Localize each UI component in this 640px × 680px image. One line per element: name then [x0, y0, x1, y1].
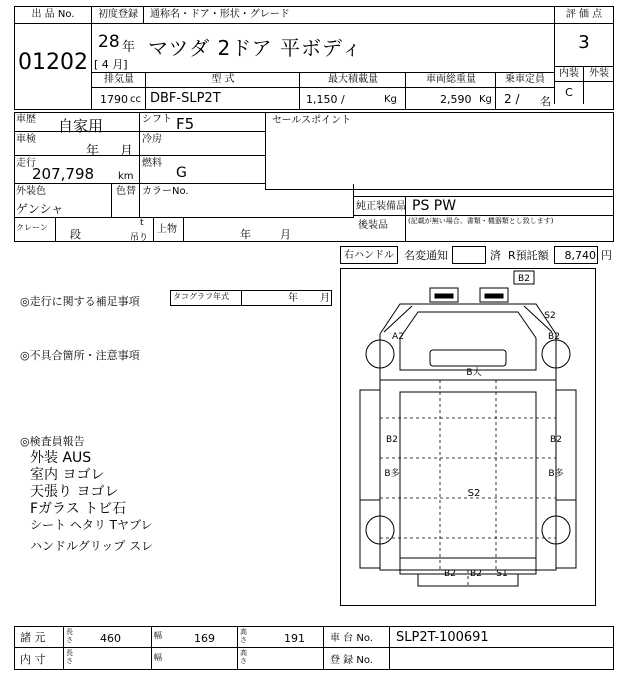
model-name: マツダ 2ドア 平ボディ [148, 36, 363, 60]
mark-left-side-upper: B2 [386, 435, 398, 445]
score-label: 評 価 点 [565, 9, 603, 20]
aftermarket-label: 後装品 [358, 220, 388, 231]
recycle-fee-value: 8,740 [564, 249, 596, 262]
inner-length-label: 長さ [66, 649, 73, 665]
max-load-value: 1,150 / [306, 93, 345, 106]
genuine-equip-label: 純正装備品 [356, 201, 406, 212]
inspection-label: 車検 [16, 134, 36, 145]
mark-right-side-upper: B2 [550, 435, 562, 445]
crane-t: t [140, 218, 144, 228]
cab-roof-window [430, 350, 506, 366]
tacho-month-unit: 月 [320, 293, 330, 304]
selling-points-label: セールスポイント [272, 115, 352, 126]
mark-bed-center: B大 [466, 368, 482, 378]
capacity-unit: 名 [540, 95, 551, 108]
deck-label: 上物 [157, 224, 177, 235]
inspector-line-1: 外装 AUS [30, 450, 92, 466]
mark-right-fender: B2 [548, 332, 560, 342]
inspector-label: ◎検査員報告 [20, 435, 85, 448]
inspection-year-unit: 年 [86, 144, 100, 159]
gross-weight-unit: Kg [479, 94, 492, 105]
mileage-unit: km [118, 171, 134, 182]
shift-label: シフト [142, 114, 172, 125]
score-value: 3 [578, 32, 590, 53]
name-change-label: 名変通知 [404, 249, 448, 262]
crane-dan: 段 [70, 228, 81, 241]
interior-label: 内装 [559, 68, 579, 79]
defects-label: ◎不具合箇所・注意事項 [20, 349, 140, 362]
inspector-line-3: 天張り ヨゴレ [30, 484, 119, 500]
model-code-value: DBF-SLP2T [150, 91, 221, 106]
chassis-label: 車 台 No. [330, 633, 373, 644]
displacement-unit: cc [130, 94, 141, 105]
mark-right-side-lower: B多 [548, 469, 564, 479]
length-label: 長さ [66, 628, 73, 644]
fuel-label: 燃料 [142, 158, 162, 169]
footer-height-col [238, 626, 324, 670]
mark-tail-2: B2 [470, 569, 482, 579]
lot-label: 出 品 No. [31, 9, 75, 20]
inner-width-label: 幅 [154, 653, 162, 662]
model-code-label: 型 式 [211, 74, 235, 85]
color-code-label: カラーNo. [142, 186, 189, 197]
truck-diagram [340, 268, 596, 606]
ext-color-value: ゲンシャ [16, 202, 64, 216]
first-reg-label: 初度登録 [98, 9, 138, 20]
recycle-fee-label: R預託額 [508, 249, 549, 262]
recycle-done-label: 済 [490, 249, 501, 262]
inspector-line-2: 室内 ヨゴレ [30, 467, 105, 483]
width-value: 169 [194, 632, 215, 645]
deck-year-unit: 年 [240, 228, 251, 241]
mark-front-right: S2 [544, 311, 556, 321]
inspector-line-4: Fガラス トビ石 [30, 501, 127, 517]
first-reg-year: 28 [98, 32, 120, 52]
genuine-equip-value: PS PW [412, 198, 457, 214]
max-load-label: 最大積載量 [328, 74, 378, 85]
mileage-value: 207,798 [32, 165, 95, 183]
interior-grade: C [565, 86, 573, 99]
ac-label: 冷房 [142, 134, 162, 145]
displacement-value: 1790 [100, 93, 128, 106]
mark-top: B2 [518, 274, 530, 284]
history-label: 車歴 [16, 114, 36, 125]
gross-weight-label: 車両総重量 [426, 74, 476, 85]
inner-label: 内 寸 [20, 653, 46, 666]
length-value: 460 [100, 632, 121, 645]
selling-points-box [266, 112, 614, 190]
model-label: 通称名・ドア・形状・グレード [150, 9, 290, 20]
recycle-unit: 円 [601, 249, 612, 262]
rhd-label: 右ハンドル [344, 250, 394, 261]
mark-left-side-lower: B多 [384, 469, 400, 479]
history-value: 自家用 [58, 117, 104, 135]
mark-front-left: A2 [392, 332, 404, 342]
tacho-label: タコグラフ年式 [173, 292, 229, 301]
dims-label: 諸 元 [20, 631, 46, 644]
capacity-value: 2 / [504, 92, 520, 106]
first-reg-month: [ 4 月] [94, 58, 128, 71]
width-label: 幅 [154, 631, 162, 640]
fuel-value: G [176, 165, 187, 181]
crane-tsuri: 吊り [130, 233, 149, 243]
height-value: 191 [284, 632, 305, 645]
crane-label: クレーン [16, 223, 48, 232]
chassis-value: SLP2T-100691 [396, 630, 489, 645]
height-label: 高さ [240, 628, 247, 644]
mileage-label: 走行 [16, 158, 36, 169]
driving-notes-label: ◎走行に関する補足事項 [20, 295, 140, 308]
inspector-line-5: シート ヘタリ Tヤブレ [30, 518, 153, 532]
shift-value: F5 [176, 115, 195, 133]
first-reg-year-unit: 年 [122, 40, 136, 55]
bed-floor [400, 392, 536, 558]
tacho-year-unit: 年 [288, 293, 298, 304]
bed-outline [380, 380, 556, 570]
inspector-line-6: ハンドルグリップ スレ [30, 539, 154, 553]
mark-tail-3: S1 [496, 569, 508, 579]
max-load-unit: Kg [384, 94, 397, 105]
displacement-label: 排気量 [104, 74, 134, 85]
deck-month-unit: 月 [280, 228, 291, 241]
color-no-label: 色替 [116, 186, 136, 197]
mark-tail-1: B2 [444, 569, 456, 579]
lot-number: 01202 [18, 50, 88, 75]
aftermarket-note: (記載が無い場合、書類・機器類とし致します) [408, 217, 554, 225]
mark-bed-floor: S2 [467, 488, 481, 499]
inner-height-label: 高さ [240, 649, 247, 665]
capacity-label: 乗車定員 [505, 74, 545, 85]
ext-color-label: 外装色 [16, 186, 46, 197]
gross-weight-value: 2,590 [440, 93, 472, 106]
reg-label: 登 録 No. [330, 655, 373, 666]
name-change-box [452, 246, 486, 264]
exterior-label: 外装 [589, 68, 609, 79]
inspection-month-unit: 月 [120, 144, 134, 159]
windshield [400, 312, 536, 370]
